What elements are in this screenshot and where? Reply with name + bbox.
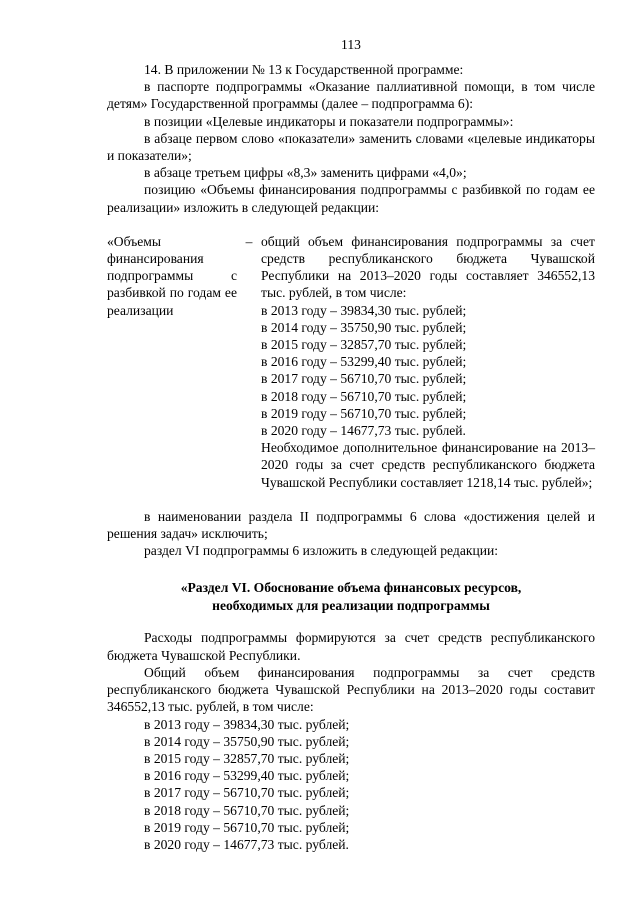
- section-year-row: в 2015 году – 32857,70 тыс. рублей;: [144, 750, 350, 766]
- passport-year-row: в 2017 году – 56710,70 тыс. рублей;: [261, 371, 467, 387]
- amendment-item-heading: 14. В приложении № 13 к Государственной программе:: [144, 62, 464, 77]
- section-heading-line: «Раздел VI. Обоснование объема финансовых ресурсов,: [180, 580, 522, 596]
- section-body: [107, 629, 595, 715]
- section-year-row: в 2017 году – 56710,70 тыс. рублей;: [144, 785, 350, 801]
- passport-year-row: в 2013 году – 39834,30 тыс. рублей;: [261, 302, 467, 318]
- passport-label: «Объемы финансирования подпрограммы с разбивкой по годам ее реализации: [107, 233, 237, 318]
- passport-value-column: [261, 233, 595, 491]
- document-page: [107, 36, 595, 853]
- passport-year-row: в 2016 году – 53299,40 тыс. рублей;: [261, 354, 467, 370]
- section-heading-line: необходимых для реализации подпрограммы: [212, 598, 490, 614]
- section-year-row: в 2018 году – 56710,70 тыс. рублей;: [144, 802, 350, 818]
- amendment-paragraph: в наименовании раздела II подпрограммы 6 слова «достижения целей и решения задач» исключить;: [107, 508, 595, 542]
- passport-additional-funding: Необходимое дополнительное финансирование на 2013–2020 годы за счет средств республиканского бюджета Чувашской Республики составляет 1218,14 тыс. рублей»;: [261, 440, 595, 490]
- intro-block: [107, 61, 595, 216]
- section-year-row: в 2014 году – 35750,90 тыс. рублей;: [144, 733, 350, 749]
- amendment-paragraph: в абзаце первом слово «показатели» заменить словами «целевые индикаторы и показатели»;: [107, 130, 595, 164]
- passport-total-funding: общий объем финансирования подпрограммы за счет средств республиканского бюджета Чувашской Республики на 2013–2020 годы составляет 346552,13 тыс. рублей, в том числе:: [261, 233, 595, 301]
- section-year-row: в 2019 году – 56710,70 тыс. рублей;: [144, 819, 350, 835]
- passport-year-row: в 2019 году – 56710,70 тыс. рублей;: [261, 405, 467, 421]
- passport-year-row: в 2015 году – 32857,70 тыс. рублей;: [261, 337, 467, 353]
- section-year-row: в 2016 году – 53299,40 тыс. рублей;: [144, 768, 350, 784]
- amendment-paragraph: в позиции «Целевые индикаторы и показатели подпрограммы»:: [144, 113, 514, 129]
- amendment-paragraph: раздел VI подпрограммы 6 изложить в следующей редакции:: [144, 543, 499, 559]
- amendment-paragraph: в абзаце третьем цифры «8,3» заменить цифрами «4,0»;: [144, 165, 467, 181]
- passport-year-row: в 2014 году – 35750,90 тыс. рублей;: [261, 319, 467, 335]
- amendment-paragraph: в паспорте подпрограммы «Оказание паллиативной помощи, в том числе детям» Государственной программы (далее – подпрограмма 6):: [107, 79, 595, 112]
- section-paragraph: Общий объем финансирования подпрограммы за счет средств республиканского бюджета Чувашской Республики на 2013–2020 годы составит 346552,13 тыс. рублей, в том числе:: [107, 664, 595, 715]
- funding-passport-block: [107, 233, 595, 491]
- page-number: 113: [341, 37, 361, 52]
- section-paragraph: Расходы подпрограммы формируются за счет средств республиканского бюджета Чувашской Республики.: [107, 630, 595, 663]
- section-heading: [107, 579, 595, 615]
- section-year-list: [107, 716, 595, 854]
- after-passport-block: [107, 508, 595, 560]
- passport-label-column: [107, 233, 237, 491]
- section-year-row: в 2013 году – 39834,30 тыс. рублей;: [144, 716, 350, 732]
- passport-year-row: в 2020 году – 14677,73 тыс. рублей.: [261, 423, 466, 439]
- section-year-row: в 2020 году – 14677,73 тыс. рублей.: [144, 836, 349, 852]
- amendment-paragraph: позицию «Объемы финансирования подпрограммы с разбивкой по годам ее реализации» изложить в следующей редакции:: [107, 182, 595, 215]
- passport-dash: –: [245, 233, 253, 249]
- passport-year-row: в 2018 году – 56710,70 тыс. рублей;: [261, 388, 467, 404]
